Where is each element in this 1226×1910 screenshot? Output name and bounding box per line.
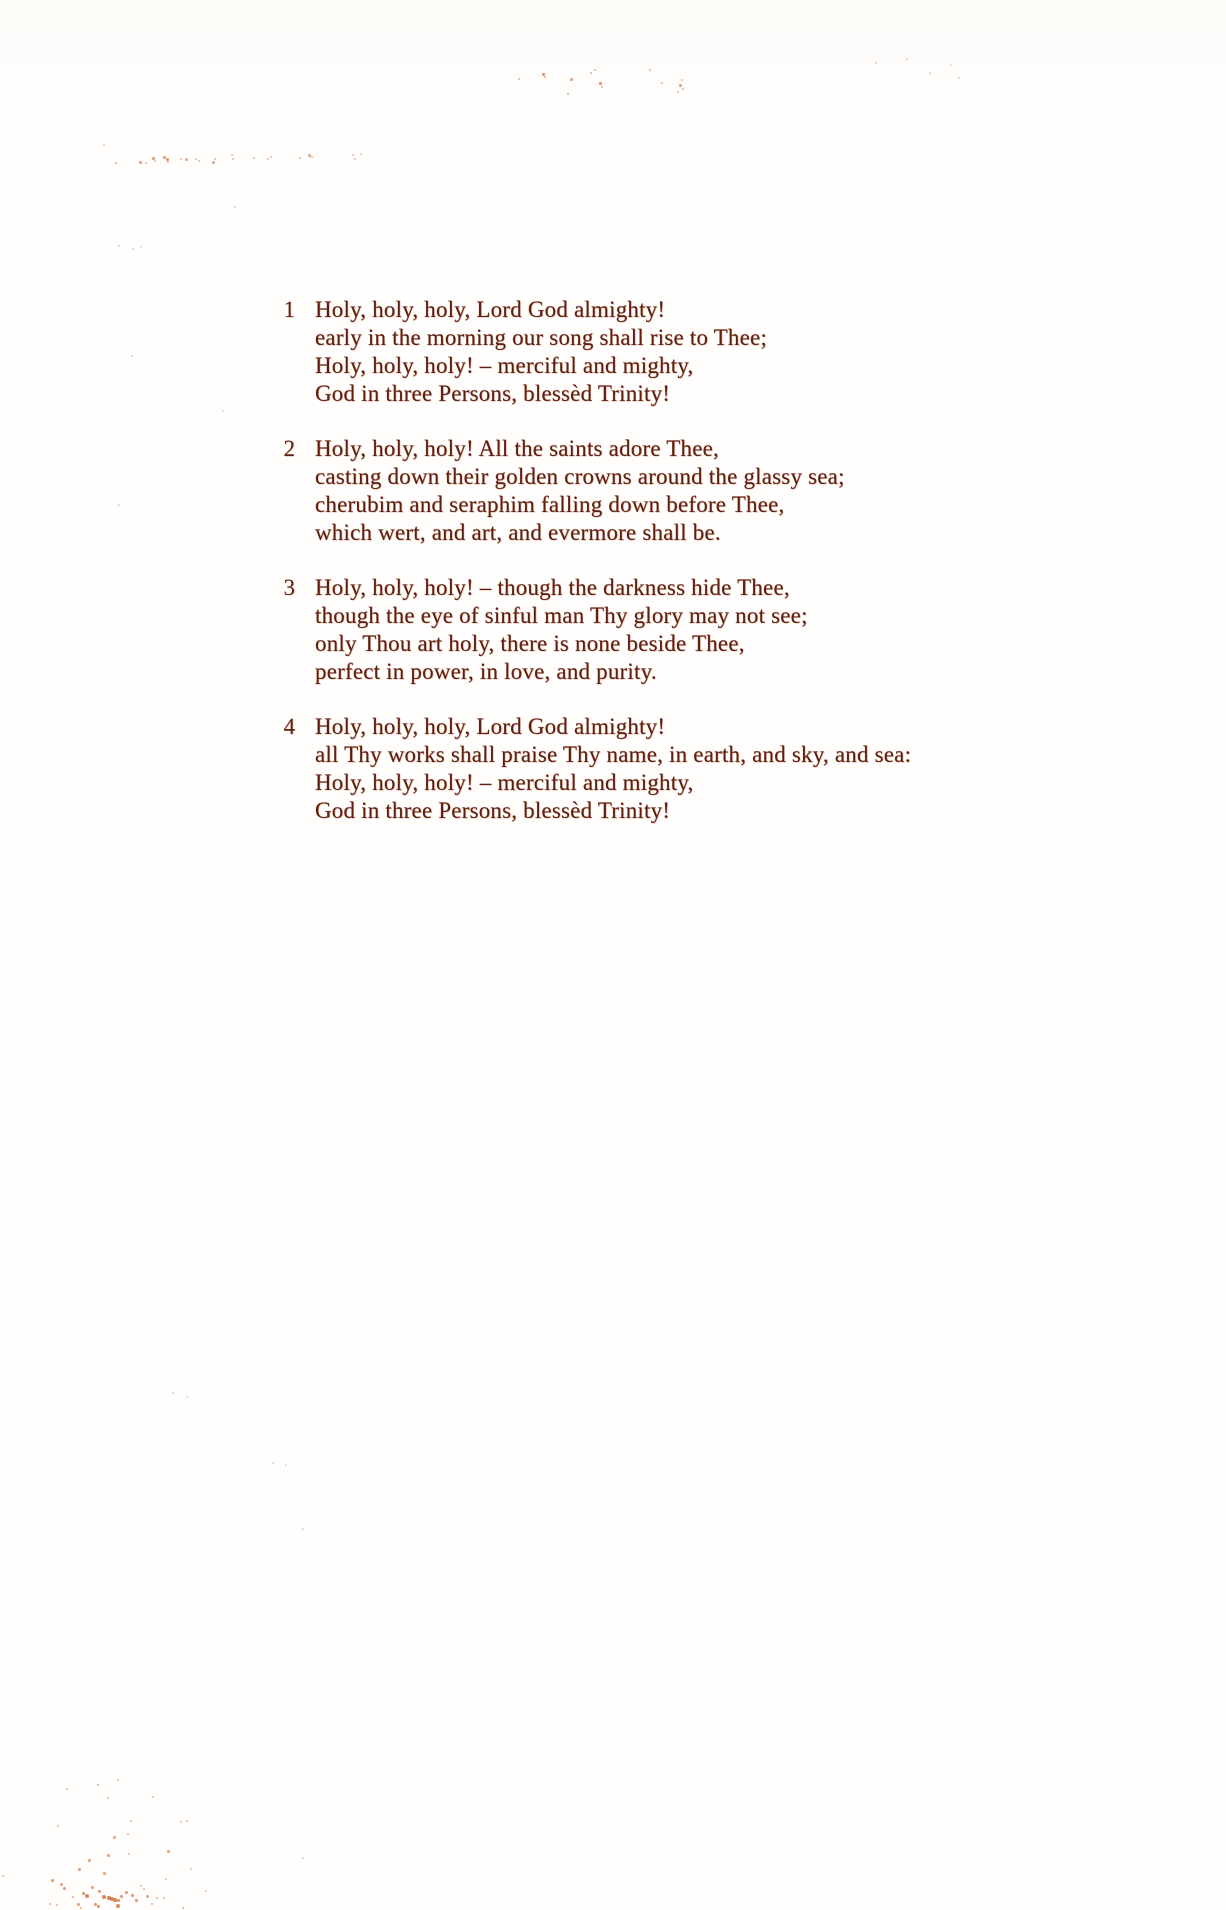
speckle-left bbox=[231, 154, 233, 156]
verse-line: Holy, holy, holy! – merciful and mighty, bbox=[315, 353, 694, 378]
speckle-left bbox=[103, 144, 105, 146]
speckle-bottom bbox=[77, 1903, 80, 1906]
speckle-top bbox=[682, 88, 684, 90]
hymn-verse-list bbox=[263, 296, 1113, 852]
speckle-bottom bbox=[97, 1784, 99, 1786]
speckle-bottom bbox=[103, 1872, 106, 1875]
verse-number: 4 bbox=[283, 714, 295, 739]
speckle-top bbox=[544, 76, 546, 78]
speckle-left bbox=[139, 161, 142, 164]
speckle-bottom bbox=[190, 1868, 192, 1870]
speckle-left bbox=[267, 158, 269, 160]
verse-line: Holy, holy, holy! – though the darkness hide Thee, bbox=[315, 575, 790, 600]
verse-line: all Thy works shall praise Thy name, in earth, and sky, and sea: bbox=[315, 742, 912, 767]
speckle-left bbox=[352, 154, 354, 156]
verse-line: cherubim and seraphim falling down before Thee, bbox=[315, 492, 785, 517]
speckle-bottom bbox=[125, 1891, 128, 1894]
speckle-bottom bbox=[180, 1821, 182, 1823]
verse-line: God in three Persons, blessèd Trinity! bbox=[315, 381, 671, 406]
verse-line: early in the morning our song shall rise to Thee; bbox=[315, 325, 768, 350]
speckle-bottom bbox=[117, 1899, 120, 1902]
speckle-left bbox=[185, 158, 188, 161]
speckle-top bbox=[594, 69, 596, 71]
speckle-left bbox=[360, 153, 362, 155]
speckle-top bbox=[590, 72, 592, 74]
speckle-left bbox=[253, 157, 255, 159]
speckle-bottom bbox=[135, 1899, 138, 1902]
speckle-bottom bbox=[97, 1905, 100, 1908]
speckle-bottom bbox=[2, 1875, 4, 1877]
speckle-bottom bbox=[165, 1878, 167, 1880]
speckle-stray bbox=[302, 1857, 304, 1859]
speckle-bottom bbox=[49, 1903, 51, 1905]
speckle-left bbox=[198, 160, 200, 162]
speckle-bottom bbox=[113, 1836, 116, 1839]
hymn-verse bbox=[263, 713, 1113, 825]
speckle-bottom bbox=[56, 1904, 58, 1906]
verse-line: Holy, holy, holy! All the saints adore Thee, bbox=[315, 436, 719, 461]
speckle-top bbox=[681, 79, 683, 81]
hymn-verse bbox=[263, 574, 1113, 686]
speckle-left bbox=[270, 156, 272, 158]
verse-lines bbox=[315, 713, 1113, 825]
speckle-bottom bbox=[205, 1890, 207, 1892]
speckle-left bbox=[115, 162, 117, 164]
speckle-bottom bbox=[140, 1885, 142, 1887]
verse-line: only Thou art holy, there is none beside Thee, bbox=[315, 631, 745, 656]
speckle-left bbox=[212, 161, 215, 164]
speckle-top bbox=[929, 72, 931, 74]
verse-lines bbox=[315, 574, 1113, 686]
speckle-top bbox=[542, 73, 545, 76]
speckle-left bbox=[163, 156, 166, 159]
speckle-stray bbox=[172, 1392, 174, 1394]
speckle-stray bbox=[118, 245, 120, 247]
verse-line: though the eye of sinful man Thy glory may not see; bbox=[315, 603, 808, 628]
speckle-stray bbox=[285, 1464, 287, 1466]
hymn-verse bbox=[263, 296, 1113, 408]
speckle-top bbox=[599, 82, 602, 85]
speckle-bottom bbox=[117, 1779, 119, 1781]
speckle-stray bbox=[222, 410, 224, 412]
speckle-left bbox=[214, 158, 216, 160]
speckle-bottom bbox=[107, 1896, 111, 1900]
speckle-bottom bbox=[78, 1868, 81, 1871]
speckle-stray bbox=[131, 355, 133, 357]
speckle-bottom bbox=[57, 1825, 59, 1827]
speckle-bottom bbox=[63, 1887, 66, 1890]
verse-number: 1 bbox=[283, 297, 295, 322]
speckle-left bbox=[232, 158, 234, 160]
speckle-top bbox=[950, 64, 952, 66]
hymn-verse bbox=[263, 435, 1113, 547]
speckle-bottom bbox=[91, 1886, 94, 1889]
speckle-stray bbox=[234, 206, 236, 208]
speckle-stray bbox=[302, 1528, 304, 1530]
speckle-stray bbox=[272, 1462, 274, 1464]
speckle-left bbox=[154, 160, 156, 162]
verse-lines bbox=[315, 296, 1113, 408]
speckle-bottom bbox=[72, 1896, 74, 1898]
speckle-left bbox=[180, 158, 182, 160]
speckle-bottom bbox=[60, 1883, 63, 1886]
speckle-bottom bbox=[85, 1894, 89, 1898]
speckle-bottom bbox=[107, 1797, 109, 1799]
speckle-top bbox=[958, 77, 960, 79]
speckle-bottom bbox=[102, 1895, 106, 1899]
verse-line: God in three Persons, blessèd Trinity! bbox=[315, 798, 671, 823]
speckle-bottom bbox=[127, 1833, 129, 1835]
speckle-top bbox=[601, 86, 603, 88]
speckle-left bbox=[311, 156, 313, 158]
verse-line: Holy, holy, holy! – merciful and mighty, bbox=[315, 770, 694, 795]
speckle-left bbox=[308, 154, 311, 157]
speckle-bottom bbox=[163, 1897, 165, 1899]
speckle-left bbox=[354, 158, 356, 160]
speckle-bottom bbox=[51, 1879, 54, 1882]
speckle-bottom bbox=[107, 1854, 110, 1857]
speckle-left bbox=[195, 158, 197, 160]
speckle-bottom bbox=[156, 1897, 158, 1899]
speckle-left bbox=[166, 158, 169, 161]
speckle-top bbox=[679, 84, 682, 87]
speckle-top bbox=[906, 58, 908, 60]
speckle-left bbox=[299, 157, 301, 159]
speckle-bottom bbox=[186, 1820, 188, 1822]
speckle-bottom bbox=[167, 1850, 170, 1853]
speckle-bottom bbox=[182, 1907, 184, 1909]
speckle-top bbox=[567, 93, 569, 95]
verse-number: 2 bbox=[283, 436, 295, 461]
speckle-bottom bbox=[143, 1888, 145, 1890]
speckle-left bbox=[152, 157, 155, 160]
speckle-stray bbox=[140, 246, 142, 248]
speckle-bottom bbox=[116, 1904, 120, 1908]
verse-number: 3 bbox=[283, 575, 295, 600]
verse-line: which wert, and art, and evermore shall be. bbox=[315, 520, 721, 545]
speckle-stray bbox=[132, 248, 134, 250]
speckle-bottom bbox=[152, 1796, 154, 1798]
speckle-left bbox=[145, 162, 147, 164]
speckle-left bbox=[167, 161, 169, 163]
speckle-top bbox=[649, 69, 651, 71]
speckle-bottom bbox=[110, 1897, 114, 1901]
verse-line: casting down their golden crowns around the glassy sea; bbox=[315, 464, 845, 489]
speckle-top bbox=[570, 78, 573, 81]
speckle-stray bbox=[186, 1396, 188, 1398]
speckle-bottom bbox=[151, 1903, 153, 1905]
speckle-bottom bbox=[82, 1892, 85, 1895]
speckle-bottom bbox=[88, 1859, 91, 1862]
speckle-stray bbox=[118, 504, 120, 506]
speckle-bottom bbox=[131, 1894, 134, 1897]
speckle-bottom bbox=[128, 1853, 130, 1855]
speckle-top bbox=[677, 91, 679, 93]
speckle-top bbox=[875, 62, 877, 64]
speckle-bottom bbox=[146, 1895, 149, 1898]
speckle-bottom bbox=[94, 1903, 97, 1906]
verse-line: Holy, holy, holy, Lord God almighty! bbox=[315, 714, 666, 739]
verse-line: Holy, holy, holy, Lord God almighty! bbox=[315, 297, 666, 322]
speckle-bottom bbox=[98, 1890, 101, 1893]
verse-line: perfect in power, in love, and purity. bbox=[315, 659, 657, 684]
speckle-bottom bbox=[80, 1907, 82, 1909]
verse-lines bbox=[315, 435, 1113, 547]
speckle-top bbox=[661, 82, 663, 84]
speckle-bottom bbox=[113, 1898, 117, 1902]
speckle-bottom bbox=[120, 1895, 123, 1898]
speckle-top bbox=[518, 78, 520, 80]
speckle-bottom bbox=[130, 1820, 132, 1822]
speckle-bottom bbox=[66, 1788, 68, 1790]
